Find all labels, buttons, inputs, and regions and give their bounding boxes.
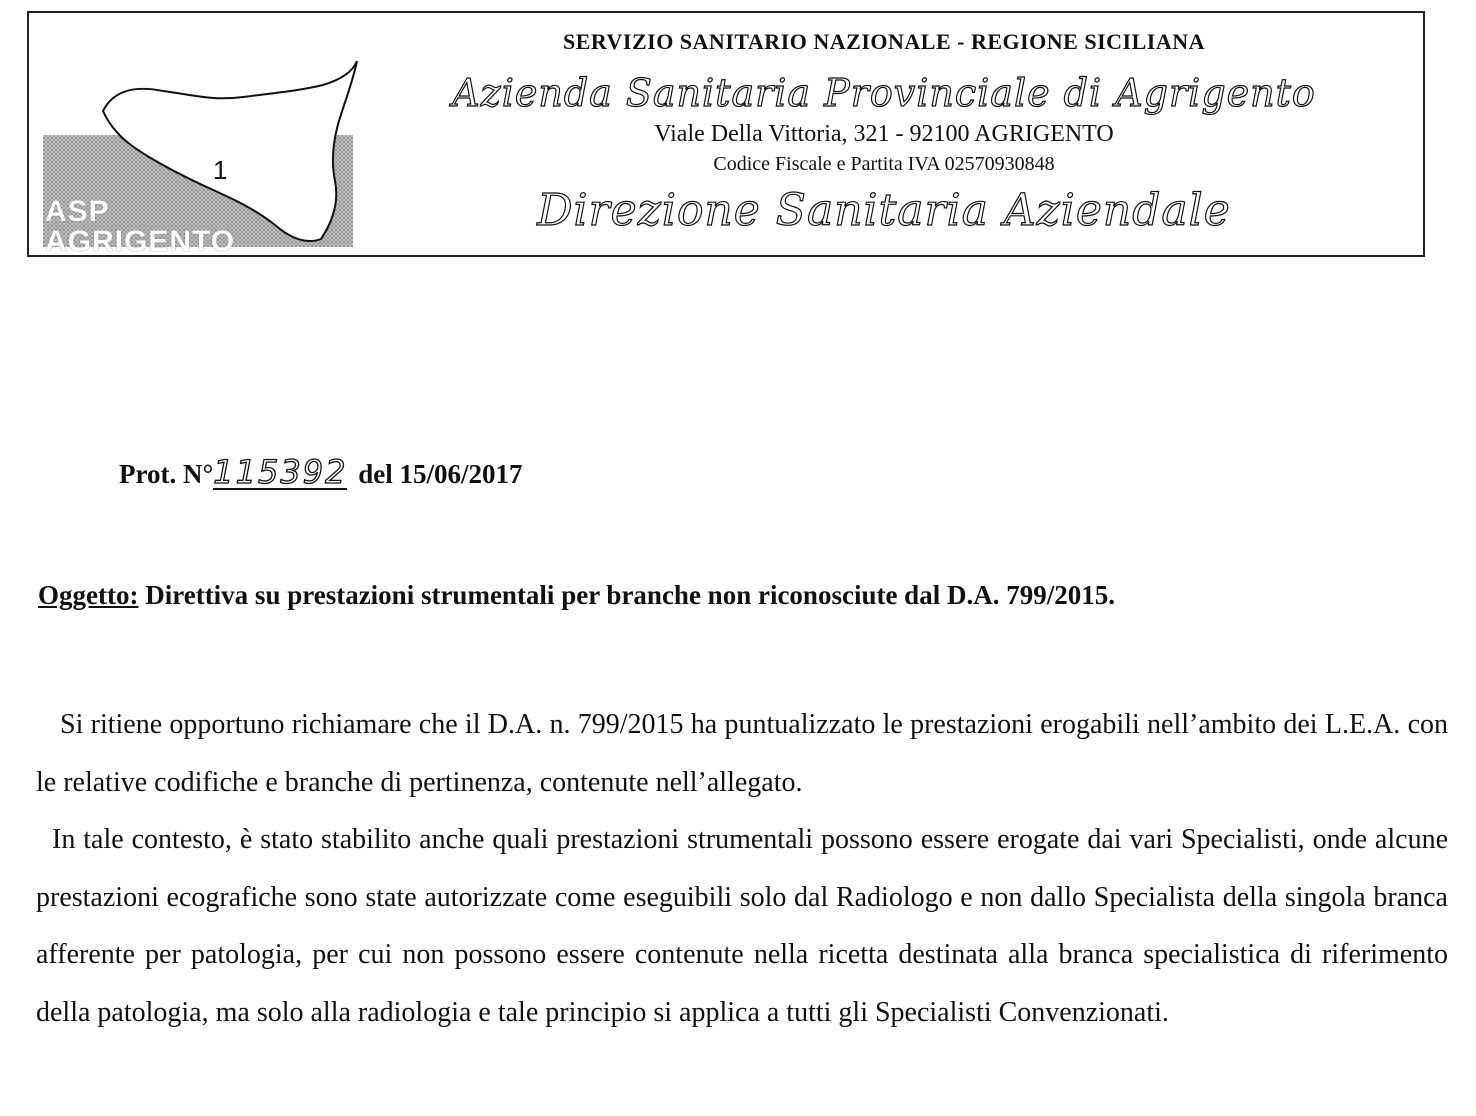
protocol-line (119, 453, 523, 491)
logo-label (45, 197, 365, 257)
protocol-number: 115392 (213, 453, 348, 491)
logo-label-bottom: AGRIGENTO (45, 225, 236, 258)
subject-text: Direttiva su prestazioni strumentali per branche non riconosciute dal D.A. 799/2015. (138, 580, 1115, 610)
body-paragraph-1: Si ritiene opportuno richiamare che il D.A. n. 799/2015 ha puntualizzato le prestazioni erogabili nell’ambito dei L.E.A. con le relative codifiche e branche di pertinenza, contenute nell’allegato. (36, 709, 1448, 798)
header-address: Viale Della Vittoria, 321 - 92100 AGRIGENTO (654, 121, 1114, 147)
subject-label: Oggetto: (38, 580, 139, 610)
subject-line (38, 580, 1115, 611)
header-asp-name: Azienda Sanitaria Provinciale di Agrigento (452, 71, 1316, 115)
protocol-date: del 15/06/2017 (351, 459, 523, 489)
letter-body (36, 696, 1448, 1042)
header-tax-code: Codice Fiscale e Partita IVA 02570930848 (713, 153, 1055, 175)
asp-agrigento-logo (43, 61, 373, 258)
header-department: Direzione Sanitaria Aziendale (537, 185, 1231, 236)
protocol-prefix: Prot. N° (119, 459, 214, 489)
body-paragraph-2: In tale contesto, è stato stabilito anche quali prestazioni strumentali possono essere erogate dai vari Specialisti, onde alcune prestazioni ecografiche sono state autorizzate come eseguibili solo dal Radiologo e non dallo Specialista della singola branca afferente per patologia, per cui non possono essere contenute nella ricetta destinata alla branca specialistica di riferimento della patologia, ma solo alla radiologia e tale principio si applica a tutti gli Specialisti Convenzionati. (36, 824, 1448, 1028)
letterhead (27, 11, 1425, 257)
logo-number: 1 (213, 155, 228, 185)
logo-label-top: ASP (45, 195, 110, 228)
header-national-service: SERVIZIO SANITARIO NAZIONALE - REGIONE SICILIANA (562, 29, 1205, 54)
